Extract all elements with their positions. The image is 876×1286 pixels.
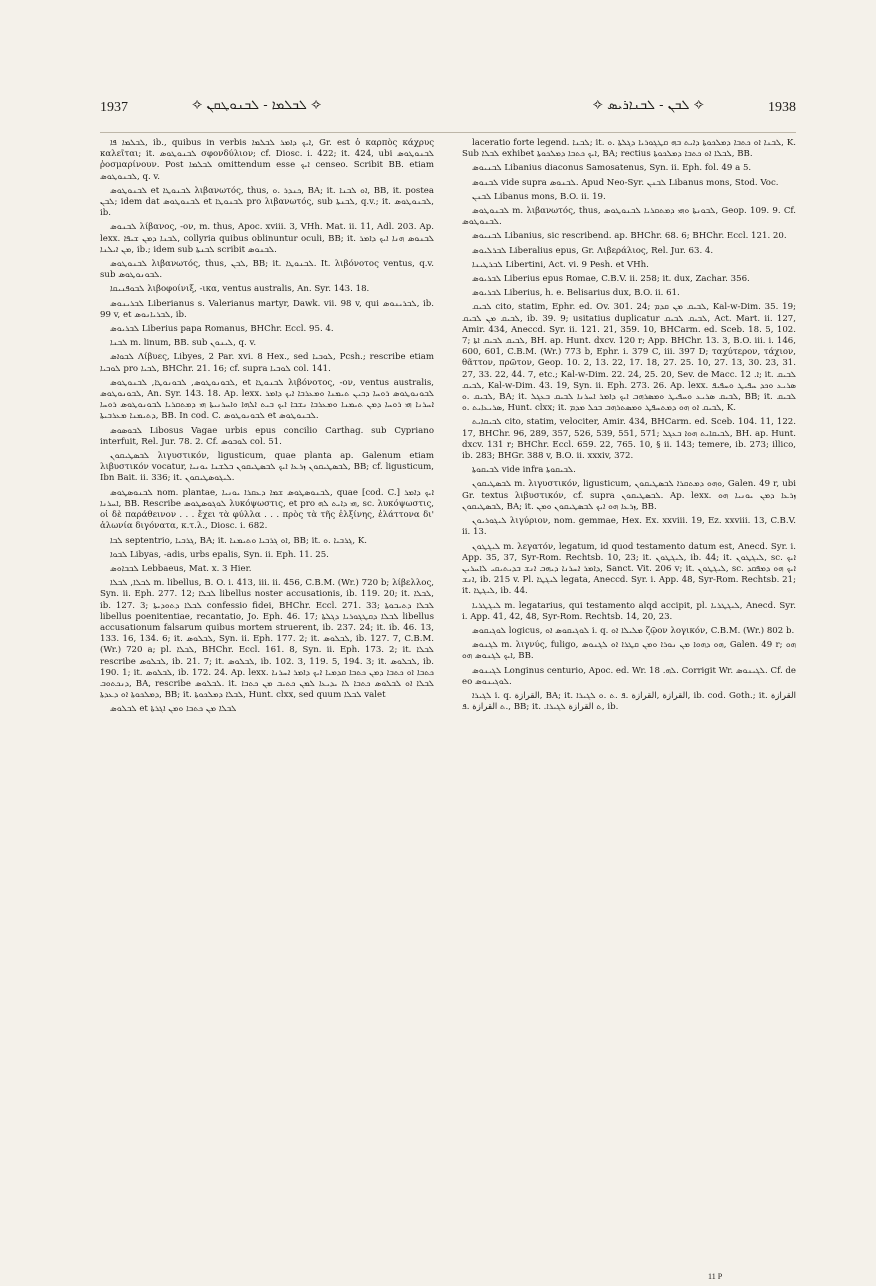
dictionary-entry: ܠܒܘܐܣ Λίβυες, Libyes, 2 Par. xvi. 8 Hex., sed ܠܘܒܝܐ, Pcsh.; rescribe etiam ܠܘܒܝܐ pro ܠܒܝܐ, BHChr. 21. 16; cf. supra ܠܘܒܝܐ col. 141.: [100, 352, 434, 374]
dictionary-entry: ܠܒܣܛܝܩܘܢ m. λιγυστικόν, ligusticum, ܘܗܘ ܕܡܬܩܪܐ ܠܒܣܛܝܩܘܢ, Galen. 49 r, ubi Gr. textus λιβυστικόν, cf. supra ܠܒܣܛܝܩܘܢ. Ap. lexx. ܙܪܥܐ ܕܡܢ ܝܘܢܝܐ ܗܘ ܠܒܣܛܝܩܘܢ, BA; it. ܙܪܥܐ ܗܘ ܐܝܟ ܠܒܣܛܝܩܘܢ ܘܡܢ, BB.: [462, 479, 796, 512]
dictionary-entry: ܠܒܝܩܘܬܐ vide infra ܠܒܝܩܘܬܐ.: [472, 465, 576, 476]
dictionary-entry: ܠܒܐ septentrio, ܓܪܒܝܐ, BA; it. ܐܘ ܓܪܒܝܐ ܘܬܝܡܢܐ, BB; it. ܓܪܒܝܐ .ܘ, K.: [110, 535, 368, 546]
dictionary-entry: ܠܘܓܝܩܘܣ logicus, ܠܘܓܝܩܘܣ ܐܘ i. q. ܡܠܝܠܐ ܐܘ ζῷον λογικόν, C.B.M. (Wr.) 802 b.: [472, 625, 795, 636]
dictionary-entry: ܠܒܘܣܘܣ Libosus Vagae urbis epus concilio Carthag. sub Cypriano interfuit, Rel. Jur. 78. 2. Cf. ܠܘܒܘܣ col. 51.: [100, 425, 434, 447]
dictionary-entry: ܠܒܢܘܣܛܘܣ nom. plantae, ܠܒܢܘܣܛܘܣ ܫܡܐ ܕܥܩܪܐ ܝܘܢܝܐ, quae [cod. C.] ܐܝܟ ܕܐܡܪ ܐܚܪܢܐ, BB. Rescribe ܠܘܓܘܣܛܘܣ λυκόψωστις, et pro ܗܝ ܕܐܝܬ ܠܗ, sc. λυκόψωστις, οἱ δὲ παράθεινον . . . ἔχει τὰ φύλλα . . . πρὸς τὰ τῆς ἐλξίνης, ἐλάττονα δι' ἀλωνία διγόνατα, κ.τ.λ., Diosc. i. 682.: [100, 487, 434, 532]
left-running-title: ✧ ܠܒܠܡܐ ‑ ܠܒܢܘܛܩܢ ✧: [192, 98, 322, 113]
dictionary-entry: ܠܓܝܪܐ i. q. القرازة, BA; it. القرازة ,القرازة .ܦ .ܬ .ܘ ܠܓܝܪܐ, ib. cod. Goth.; it. القرازة .ܬ القرازة .ܦ, BB; it. .ܬ القرازة ܠܓܝܪܐ, ib.: [462, 690, 796, 713]
dictionary-entry: ܠܒܢܘܣ λίβανος, -ον, m. thus, Apoc. xviii. 3, VHh. Mat. ii. 11, Adl. 203. Ap. lexx. ܠܒܢܐ ܕܡܢ ܫܝܦܐ, collyria quibus oblinuntur oculi, BB; it. ܠܒܢܘܣ ܗܢܐ ܐܝܟ ܕܐܡܪ ܡܢ ܐܝܠܢܐ, ib.; idem sub ܠܒܢܬܐ scribit ܠܒܢܘܣ.: [100, 222, 434, 255]
dictionary-entry: ܠܒܣܛܝܩܘܢ λιγυστικόν, ligusticum, quae planta ap. Galenum etiam λιβυστικόν vocatur, ܠܒܣܛܝܩܘܢ ܙܪܥܐ ܐܝܟ ܠܒܣܛܝܩܘܢ ܒܠܫܢܐ ܝܘܢܝܐ, BB; cf. ligusticum, Ibn Bait. ii. 336; it. ܠܝܓܘܣܛܝܩܘܢ.: [100, 451, 434, 484]
dictionary-entry: ܠܒܪܛܝܢܐ Libertini, Act. vi. 9 Pesh. et VHh.: [472, 259, 649, 270]
dictionary-entry: ܠܒܪܝܘܣ Liberius, h. e. Belisarius dux, B.O. ii. 61.: [472, 288, 680, 299]
left-column: [100, 138, 434, 1258]
dictionary-entry: ܠܒܢܝܘܣ Libanius, sic rescribend. ap. BHChr. 68. 6; BHChr. Eccl. 121. 20.: [472, 231, 787, 242]
dictionary-entry: ܠܓܢܘܣ m. λιγνύς, fuligo, ܗܘ ܕܗܘܐ ܡܢ ܢܘܪܐ ܘܡܢ ܩܛܪܐ ܐܘ ܠܓܢܘܣ, Galen. 49 r; ܗܘ ܐܝܟ ܠܓܢܘܣ ܗܘ, BB.: [462, 640, 796, 662]
dictionary-entry: ܠܒܪܝܘܣ Liberius epus Romae, C.B.V. ii. 258; it. dux, Zachar. 356.: [472, 274, 750, 285]
left-page-number: 1937: [100, 100, 128, 115]
dictionary-entry: ܠܝܓܛܪܝܐ m. legatarius, qui testamento alqd accipit, pl. ܠܝܓܛܪܝܐ, Anecd. Syr. i. App. 41, 42, 48, Syr-Rom. Rechtsb. 14, 20, 23.: [462, 600, 796, 622]
dictionary-entry: ܠܒܢܘܛܘܣ et ܠܒܢܘܛܐ λιβανωτός, thus, ܟܢܕܪ .ܘ, BA; it. ܐܘ ܠܒܢܐ, BB, it. postea ܠܒܢ; idem dat ܠܒܢܘܛܘܣ et ܠܒܢܘܛܐ pro λιβανωτός, sub ܠܒܢܬܐ, q.v.; it. ܠܒܢܘܛܘܣ, ib.: [100, 185, 434, 219]
dictionary-entry: ܠܒܝܩܐܝܬ cito, statim, velociter, Amir. 434, BHCarm. ed. Sceb. 104. 11, 122. 17, BHChr. 96, 289, 357, 526, 539, 551, 571; ܠܒܝܩܐܝܬ ܗܘܐ ܒܥܓܠ, BH. ap. Hunt. dxcv. 131 r; BHChr. Eccl. 659. 22, 765. 10, § ii. 143; temere, ib. 273; illico, ib. 283; BHGr. 388 v, B.O. ii. xxxiv, 372.: [462, 417, 796, 462]
dictionary-entry: ܠܒܘܐ Libyas, -adis, urbs epalis, Syn. ii. Eph. 11. 25.: [110, 549, 329, 560]
dictionary-entry: laceratio forte legend. ܠܒܢܐ; it. ܠܒܢܐ ܐܘ ܟܬܒܐ ܕܡܠܟܘܬܐ ܕܐܝܬ ܒܗ ܩܛܓܘܪܝܐ ܕܓܠܬܐ .ܘ, K. Sub ܠܒܠܐ exhibet ܐܝܟ ܟܬܒܐ ܕܡܠܟܘܬܐ, BA; rectius ܠܒܠܐ ܐܘ ܟܬܒܐ ܕܡܠܟܘܬܐ, BB.: [462, 138, 796, 160]
dictionary-entry: ܠܒܠܡܐ ܦܐ, ib., quibus in verbis ܐܝܟ ܕܐܡܪ ܠܒܠܡܐ, Gr. est ὁ καρπὸς κάχρυς καλεῖται; it. ܠܒܢܘܛܘܣ σφονδύλιον; cf. Diosc. i. 422; it. 424, ubi ܠܒܢܘܛܘܣ ῥοσμαρίνουν. Post ܠܒܠܡܐ omittendum esse ܐܝܟ censeo. Scribit BB. etiam ܠܒܢܘܛܘܣ, q. v.: [100, 138, 434, 182]
dictionary-entry: ܠܒܘܦܢܝܩܐ λιβοφοίνιξ, -ικα, ventus australis, An. Syr. 143. 18.: [110, 284, 370, 295]
dictionary-entry: ܠܒܒܐܘܣ Lebbaeus, Mat. x. 3 Hier.: [110, 563, 252, 574]
dictionary-entry: ܠܒܢܐ m. linum, BB. sub ܠܝܢܘܢ, q. v.: [110, 338, 257, 349]
dictionary-entry: ܠܓܝܢܘܣ Longinus centurio, Apoc. ed. Wr. ܠܗ. 18. Corrigit Wr. ܠܓܝܢܘܣ. Cf. de eo ܠܘܓܝܢܘܣ.: [462, 665, 796, 687]
dictionary-entry: ܠܒܪܝܘܣ Liberius papa Romanus, BHChr. Eccl. 95. 4.: [110, 324, 334, 335]
right-running-title: ✧ ܠܒܢ ‑ ܠܒܢܐܪܝܣ ✧: [592, 98, 704, 113]
right-page-number: 1938: [768, 100, 796, 115]
dictionary-entry: ܠܒܢܝܘܣ Libanius diaconus Samosatenus, Syn. ii. Eph. fol. 49 a 5.: [472, 163, 752, 174]
dictionary-entry: ܠܝܓܘܪܝܘܢ λιγύριον, nom. gemmae, Hex. Ex. xxviii. 19, Ez. xxviii. 13, C.B.V. ii. 13.: [462, 516, 796, 538]
dictionary-entry: ܠܝܓܛܘܢ m. λεγατόν, legatum, id quod testamento datum est, Anecd. Syr. i. App. 35, 37, Syr-Rom. Rechtsb. 10, 23; it. ܠܝܓܛܘܢ, ib. 44; it. ܠܝܓܛܘܢ, sc. ܐܝܟ ܕܐܡܪ ܐܚܪܢܐ ܕܝܗܒ ܐܢܫ ܒܕܝܬܝܩܝ ܠܐܚܪܝܢ, Sanct. Vit. 206 v; it. ܠܝܓܛܘܢ, sc. ܐܝܟ ܗܘ ܕܡܦܩܕ ܐܢܫ, ib. 215 v. Pl. ܠܝܓܛܐ legata, Aneccd. Syr. i. App. 48, Syr-Rom. Rechtsb. 21; it. ܠܝܓܛܐ, ib. 44.: [462, 541, 796, 597]
header-rule: [100, 132, 796, 133]
dictionary-entry: ܠܒܠܘܣ et ܠܒܠܐ ܡܢ ܟܬܒܐ ܘܡܢ ܐܓܪܬܐ: [110, 704, 237, 715]
dictionary-entry: ܠܒܠܐ, ܠܒܠܐ m. libellus, B. O. i. 413, iii. ii. 456, C.B.M. (Wr.) 720 b; λίβελλος, Syn. ii. Eph. 277. 12; ܠܒܠܐ libellus noster accusationis, ib. 119. 20; it. ܠܒܠܐ, ib. 127. 3; ܠܒܠܐ ܕܬܘܕܝܬܐ confessio fidei, BHChr. Eccl. 271. 33; ܠܒܠܐ ܕܬܝܒܘܬܐ libellus poenitentiae, recantatio, Jo. Eph. 46. 17; ܠܒܠܐ ܕܩܛܓܘܪܝܐ ܕܓܠܬܐ libellus accusationum falsarum quibus mortem struerent, ib. 237. 24; it. ib. 46. 13, 133. 16, 134. 6; it. ܠܒܠܘܣ, Syn. ii. Eph. 177. 2; it. ܠܒܠܘܣ, ib. 127. 7, C.B.M.(Wr.) 720 a; pl. ܠܒܠܐ, BHChr. Eccl. 161. 8, Syn. ii. Eph. 173. 2; it. ܠܒܠܐ rescribe ܠܒܠܘܣ, ib. 21. 7; it. ܠܒܠܘܣ, ib. 102. 3, 119. 5, 194. 3; it. ܠܒܠܘܣ, ib. 190. 1; it. ܠܒܠܘܣ, ib. 172. 24. Ap. lexx. ܟܬܒܐ ܐܘ ܟܬܒܐ ܕܡܢ ܟܬܒܐ ܩܕܡܝܐ ܐܝܟ ܕܐܡܪ ܐܚܪܢܐ ܕܢܟܬܘܒ, BA, rescribe ܠܒܠܘܣ. it. ܠܒܠܐ ܐܘ ܠܒܠܘܣ ܟܬܒܐ ܠܐ ܝܕܝܥܐ ܠܡܢ ܟܬܝܒ ܡܢ ܟܬܒܐ ܕܡܠܟܘܬܐ ܐܘ ܕܥܕܬܐ, BB; it. ܠܒܠܐ ܕܡܠܟܘܬܐ, Hunt. clxx, sed quum ܠܒܠܐ valet: [100, 578, 434, 701]
dictionary-entry: ܠܒܢܘܛܘܣ λιβανωτός, thus, ܠܒܢ, BB; it. ܠܒܢܘܛܐ. It. λιβόνοτος ventus, q.v. sub ܠܒܘܢܘܛܘܣ.: [100, 259, 434, 281]
dictionary-entry: ܠܒܢܘܛܘܣ m. λιβανωτός, thus, ܠܒܘܢܬܐ ܘܗܝ ܕܡܬܩܪܝܐ ܠܒܢܘܛܘܣ, Geop. 109. 9. Cf. ܠܒܢܘܛܘܣ.: [462, 206, 796, 228]
right-column: [462, 138, 796, 1258]
dictionary-entry: ܠܒܪܠܝܘܣ Liberalius epus, Gr. Λιβεράλιος, Rel. Jur. 63. 4.: [472, 245, 714, 256]
dictionary-entry: ܠܒܢܢ Libanus mons, B.O. ii. 19.: [472, 191, 606, 202]
signature-mark: 11 P: [708, 1272, 723, 1281]
page-header: [100, 98, 796, 122]
dictionary-entry: ܠܒܘܢܘܛܘܣ, ܠܒܘܢܘܛܐ, ܠܒܢܘܛܘܣ, et ܠܒܢܘܛܐ λιβόνοτος, -ον, ventus australis, ܠܒܘܢܘܛܘܣ, An. Syr. 143. 18. Ap. lexx. ܠܒܘܢܘܛܘܣ ܪܘܚܐ ܕܒܝܢ ܬܝܡܢܐ ܘܡܥܪܒܐ ܐܝܟ ܕܐܡܪ ܐܚܪܢܐ ܗܝ ܪܘܚܐ ܕܡܢ ܬܝܡܢܐ ܘܡܥܪܒܐ ܢܫܒܐ ܐܝܟ ܒܝܬ ܐܠܗܐ ܘܐܚܪܢܝܬܐ ܗܝ ܕܡܬܩܪܝܐ ܠܒܘܢܘܛܘܣ ܪܘܚܐ ܕܬܝܡܢܐ ܡܥܪܒܝܬܐ, BB. In cod. C. ܠܒܘܢܘܛܘܣ et ܠܒܢܘܛܘܣ.: [100, 377, 434, 422]
dictionary-entry: ܠܒܪܝܢܘܣ Liberianus s. Valerianus martyr, Dawk. vii. 98 v, qui ܠܒܪܝܢܘܣ, ib. 99 v, et ܠܒܪܝܐܢܘܣ, ib.: [100, 298, 434, 320]
dictionary-entry: ܠܒܝܩ cito, statim, Ephr. ed. Ov. 301. 24; ܠܒܝܩ ܡܢ ܩܕܡ, Kal-w-Dim. 35. 19; ܠܒܝܩ ܡܢ ܠܒܝܩ, ib. 39. 9; usitatius duplicatur ܠܒܝܩ ܠܒܝܩ, Act. Mart. ii. 127, Amir. 434, Aneccd. Syr. ii. 121. 21, 359. 10, BHCarm. ed. Sceb. 18. 5, 102. 7; ܠܒܝܩ ܠܒܝܩ ܐܬܐ, BH. ap. Hunt. dxcv. 120 r; App. BHChr. 13. 3, B.O. iii. i. 146, 600, 601, C.B.M. (Wr.) 773 b, Ephr. i. 379 C, iii. 397 D; ταχύτερον, τάχιον, θᾶττον, πρῶτον, Geop. 10. 2, 13. 22, 17. 18, 27. 25. 10, 27. 13, 30. 23, 31. 27, 33. 22, 44. 7, etc.; Kal-w-Dim. 22. 24, 25. 20, Sev. de Macc. ܐ. 12; it. ܠܒܝܩ ܠܒܝܩ, Kal-w-Dim. 43. 19, Syn. ii. Eph. 273. 26. Ap. lexx. ܣܪܝܥ ܘܟܕ ܚܦܝܛ ܘܚܦܝܦ ܠܒܝܩ .ܘ, BA; it. ܠܒܝܩ ܣܪܝܥ ܘܚܦܝܛ ܘܡܣܪܗܒ ܐܝܟ ܕܐܡܪ ܐܚܪܢܐ ܠܒܝܩ ܒܥܓܠ, BB; it. ܠܒܝܩ ܣܪܝܥܐܝܬ .ܘ, Hunt. clxx; it. ܠܒܝܩ ܐܘ ܗܘ ܕܡܬܚܦܛ ܘܡܣܬܪܗܒ ܒܟܠ ܡܕܡ, K.: [462, 302, 796, 414]
dictionary-entry: ܠܒܢܘܣ vide supra ܠܒܢܘܣ. Apud Neo-Syr. ܠܒܢܢ Libanus mons, Stod. Voc.: [472, 177, 779, 188]
